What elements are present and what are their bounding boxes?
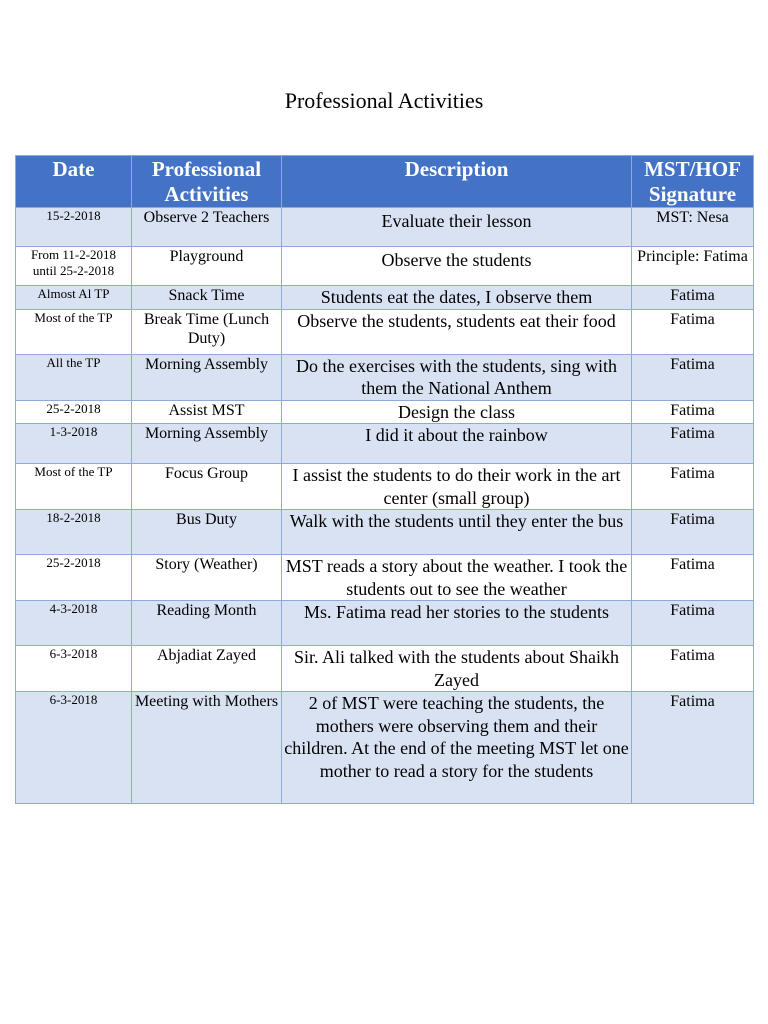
description-cell: Walk with the students until they enter the bus bbox=[282, 510, 632, 555]
description-cell: Students eat the dates, I observe them bbox=[282, 286, 632, 310]
description-cell bbox=[282, 247, 632, 286]
table-row bbox=[16, 400, 754, 424]
date-cell: Almost Al TP bbox=[16, 286, 132, 310]
activity-cell: Break Time (Lunch Duty) bbox=[132, 309, 282, 354]
date-cell bbox=[16, 247, 132, 286]
table-row bbox=[16, 510, 754, 555]
description-cell: Observe the students, students eat their food bbox=[282, 309, 632, 354]
activity-cell: Abjadiat Zayed bbox=[132, 646, 282, 692]
activity-cell: Focus Group bbox=[132, 464, 282, 510]
date-cell: 25-2-2018 bbox=[16, 400, 132, 424]
header-signature-line2: Signature bbox=[648, 182, 737, 206]
date-cell: Most of the TP bbox=[16, 309, 132, 354]
signature-cell: Fatima bbox=[632, 510, 754, 555]
signature-cell: Fatima bbox=[632, 464, 754, 510]
table-row bbox=[16, 208, 754, 247]
signature-cell: Fatima bbox=[632, 286, 754, 310]
table-row bbox=[16, 601, 754, 646]
activity-cell: Reading Month bbox=[132, 601, 282, 646]
signature-cell: MST: Nesa bbox=[632, 208, 754, 247]
date-cell: All the TP bbox=[16, 354, 132, 400]
description-cell: MST reads a story about the weather. I took the students out to see the weather bbox=[282, 555, 632, 601]
activities-table bbox=[15, 155, 754, 804]
description-text: Evaluate their lesson bbox=[381, 211, 532, 231]
table-row bbox=[16, 464, 754, 510]
description-cell: I did it about the rainbow bbox=[282, 424, 632, 464]
signature-cell: Fatima bbox=[632, 309, 754, 354]
signature-cell: Principle: Fatima bbox=[632, 247, 754, 286]
table-row bbox=[16, 354, 754, 400]
signature-cell: Fatima bbox=[632, 555, 754, 601]
description-cell bbox=[282, 208, 632, 247]
date-cell: Most of the TP bbox=[16, 464, 132, 510]
description-cell: Do the exercises with the students, sing with them the National Anthem bbox=[282, 354, 632, 400]
date-cell: 1-3-2018 bbox=[16, 424, 132, 464]
date-cell: 15-2-2018 bbox=[16, 208, 132, 247]
header-activities-line1: Professional bbox=[151, 157, 262, 181]
header-date-label: Date bbox=[52, 157, 95, 181]
signature-cell: Fatima bbox=[632, 601, 754, 646]
activity-cell: Morning Assembly bbox=[132, 424, 282, 464]
activity-cell: Playground bbox=[132, 247, 282, 286]
activity-cell: Observe 2 Teachers bbox=[132, 208, 282, 247]
table-body bbox=[16, 208, 754, 804]
signature-cell: Fatima bbox=[632, 692, 754, 804]
table-header bbox=[16, 156, 754, 208]
description-cell: I assist the students to do their work in the art center (small group) bbox=[282, 464, 632, 510]
activity-cell: Snack Time bbox=[132, 286, 282, 310]
table-row bbox=[16, 424, 754, 464]
header-date bbox=[16, 156, 132, 208]
header-description bbox=[282, 156, 632, 208]
signature-cell: Fatima bbox=[632, 354, 754, 400]
header-description-label: Description bbox=[404, 157, 509, 181]
activity-cell: Morning Assembly bbox=[132, 354, 282, 400]
table-row bbox=[16, 286, 754, 310]
date-text-continued: until 25-2-2018 bbox=[32, 263, 115, 278]
table-row bbox=[16, 555, 754, 601]
activity-cell: Story (Weather) bbox=[132, 555, 282, 601]
signature-cell: Fatima bbox=[632, 400, 754, 424]
table-row bbox=[16, 309, 754, 354]
signature-cell: Fatima bbox=[632, 646, 754, 692]
date-cell: 4-3-2018 bbox=[16, 601, 132, 646]
description-cell: Ms. Fatima read her stories to the students bbox=[282, 601, 632, 646]
date-cell: 6-3-2018 bbox=[16, 646, 132, 692]
page-title: Professional Activities bbox=[284, 88, 484, 113]
date-cell: 18-2-2018 bbox=[16, 510, 132, 555]
description-cell: Design the class bbox=[282, 400, 632, 424]
date-cell: 25-2-2018 bbox=[16, 555, 132, 601]
description-cell: Sir. Ali talked with the students about Shaikh Zayed bbox=[282, 646, 632, 692]
date-text: From 11-2-2018 bbox=[30, 247, 117, 262]
header-professional-activities bbox=[132, 156, 282, 208]
table-row bbox=[16, 247, 754, 286]
description-cell: 2 of MST were teaching the students, the mothers were observing them and their children. At the end of the meeting MST let one mother to read a story for the students bbox=[282, 692, 632, 804]
table-row bbox=[16, 692, 754, 804]
header-activities-line2: Activities bbox=[164, 182, 249, 206]
date-cell: 6-3-2018 bbox=[16, 692, 132, 804]
header-signature-line1: MST/HOF bbox=[644, 157, 741, 181]
activity-cell: Assist MST bbox=[132, 400, 282, 424]
table-row bbox=[16, 646, 754, 692]
activity-cell: Bus Duty bbox=[132, 510, 282, 555]
activity-cell: Meeting with Mothers bbox=[132, 692, 282, 804]
description-text: Observe the students bbox=[381, 250, 532, 270]
signature-cell: Fatima bbox=[632, 424, 754, 464]
header-signature bbox=[632, 156, 754, 208]
